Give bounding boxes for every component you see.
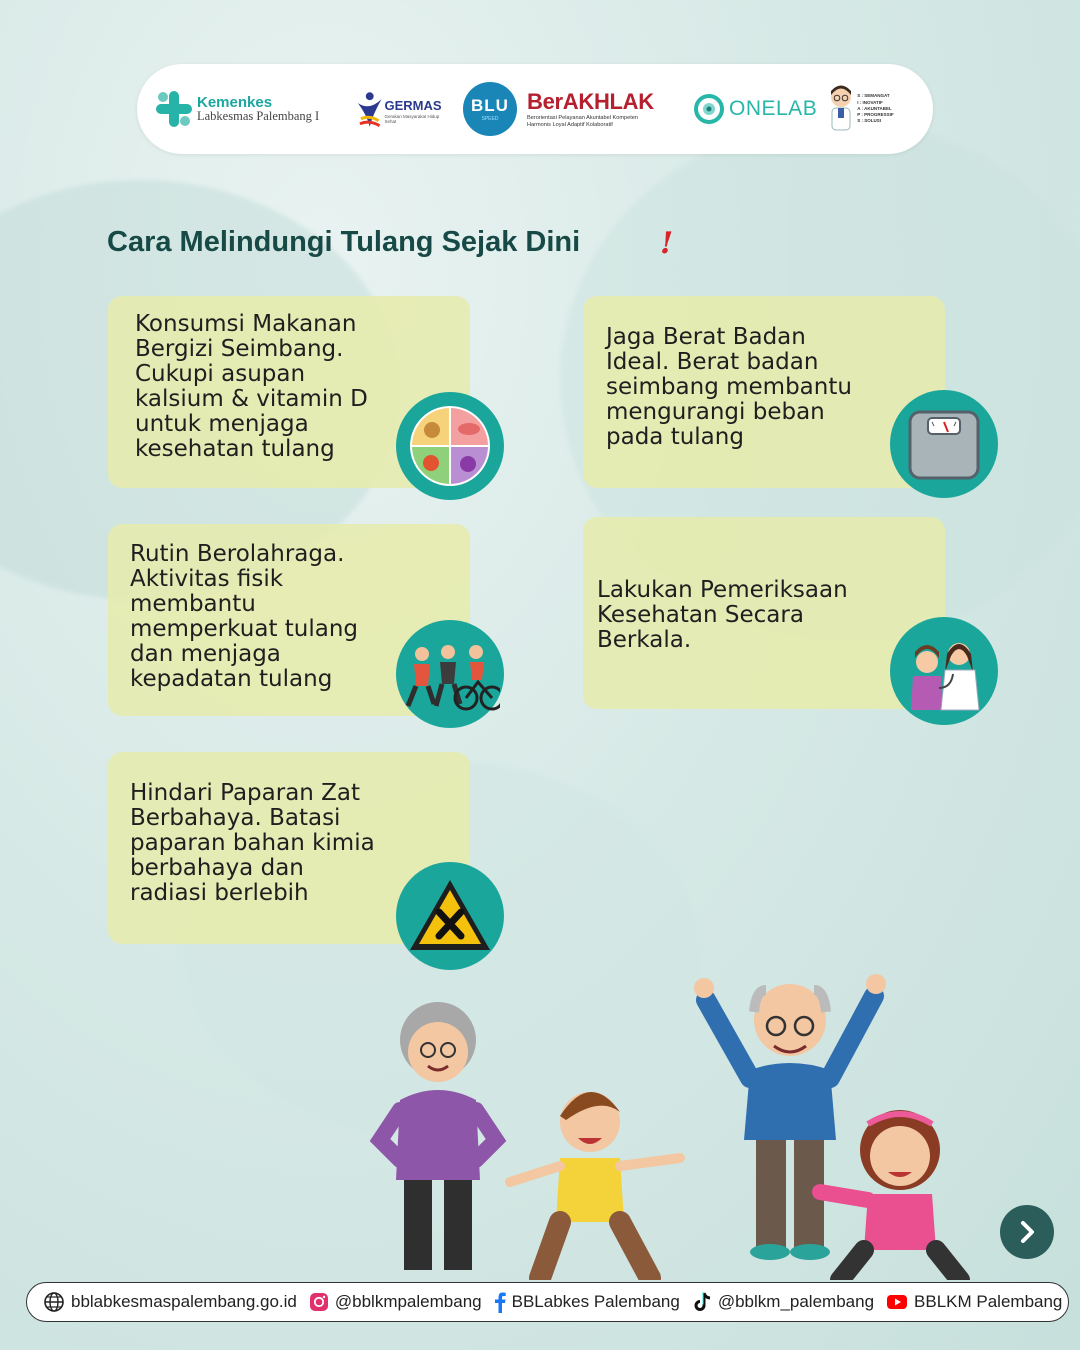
berakhlak-title: BerAKHLAK	[527, 89, 654, 115]
weight-scale-icon	[904, 404, 984, 484]
siaps-item: I : INOVATIF	[857, 99, 883, 105]
next-slide-button[interactable]	[1000, 1205, 1054, 1259]
siaps-item: P : PROGRESSIF	[857, 112, 894, 118]
siaps-item: A : AKUNTABEL	[857, 105, 892, 111]
blu-logo	[463, 82, 517, 136]
doctor-checkup-icon	[899, 626, 989, 716]
instagram-text: @bblkmpalembang	[334, 1292, 482, 1311]
website-link[interactable]	[43, 1291, 297, 1313]
grandma-figure	[380, 1002, 496, 1270]
family-exercise-illustration	[370, 960, 970, 1280]
tip-card-text: Jaga Berat Badan Ideal. Berat badan seimbang membantu mengurangi beban pada tulang	[606, 324, 852, 450]
onelab-eye-icon	[693, 93, 725, 125]
exercise-people-icon	[400, 634, 500, 714]
kemenkes-subtitle: Labkesmas Palembang I	[197, 109, 320, 124]
tip-icon-circle	[396, 620, 504, 728]
tip-card-text: Rutin Berolahraga. Aktivitas fisik membantu memperkuat tulang dan menjaga kepadatan tulang	[130, 541, 359, 692]
berakhlak-line2: Harmonis Loyal Adaptif Kolaboratif	[527, 122, 613, 128]
kemenkes-emblem-icon	[155, 89, 193, 129]
grandpa-figure	[694, 974, 886, 1260]
blu-subtitle: SPEED	[481, 116, 499, 122]
instagram-link[interactable]	[309, 1292, 482, 1312]
tiktok-link[interactable]	[692, 1291, 874, 1313]
girl-figure	[820, 1110, 960, 1280]
germas-title: GERMAS	[384, 97, 442, 113]
siaps-item: S : SEMANGAT	[857, 93, 890, 99]
kemenkes-title: Kemenkes	[197, 93, 273, 111]
berakhlak-line1: Berorientasi Pelayanan Akuntabel Kompeten	[527, 115, 639, 122]
logo-bar	[137, 64, 933, 154]
youtube-link[interactable]	[886, 1292, 1062, 1312]
mascot-scientist-icon	[827, 84, 855, 134]
page-title: Cara Melindungi Tulang Sejak Dini	[107, 226, 581, 258]
footer-contacts	[26, 1282, 1069, 1322]
germas-figure-icon	[355, 89, 384, 129]
exclamation-mark: !	[660, 226, 674, 261]
siaps-item: S : SOLUSI	[857, 118, 881, 124]
facebook-link[interactable]	[494, 1291, 680, 1313]
onelab-title: ONELAB	[729, 97, 818, 120]
siaps-mascot-logo	[827, 84, 893, 134]
tip-icon-circle	[396, 862, 504, 970]
tiktok-icon	[692, 1291, 712, 1313]
chevron-right-icon	[1014, 1219, 1040, 1245]
facebook-icon	[494, 1291, 506, 1313]
germas-logo	[355, 89, 451, 129]
healthy-plate-icon	[407, 403, 493, 489]
boy-figure	[510, 1092, 680, 1278]
youtube-icon	[886, 1293, 908, 1311]
tip-icon-circle	[890, 390, 998, 498]
globe-icon	[43, 1291, 65, 1313]
facebook-text: BBLabkes Palembang	[511, 1292, 680, 1311]
tip-icon-circle	[890, 617, 998, 725]
germas-subtitle: Gerakan Masyarakat Hidup Sehat	[384, 113, 440, 124]
tip-icon-circle	[396, 392, 504, 500]
onelab-logo	[693, 93, 817, 125]
hazard-sign-icon	[407, 876, 493, 956]
youtube-text: BBLKM Palembang	[914, 1292, 1063, 1311]
berakhlak-logo	[527, 89, 679, 129]
instagram-icon	[309, 1292, 329, 1312]
kemenkes-logo	[155, 89, 351, 129]
tip-card-text: Hindari Paparan Zat Berbahaya. Batasi paparan bahan kimia berbahaya dan radiasi berlebih	[130, 780, 375, 906]
tip-card-text: Lakukan Pemeriksaan Kesehatan Secara Berkala.	[597, 577, 848, 653]
tiktok-text: @bblkm_palembang	[717, 1292, 875, 1311]
tip-card-text: Konsumsi Makanan Bergizi Seimbang. Cukupi asupan kalsium & vitamin D untuk menjaga kesehatan tulang	[135, 311, 368, 462]
blu-title: BLU	[471, 96, 509, 115]
website-text: bblabkesmaspalembang.go.id	[71, 1292, 297, 1311]
